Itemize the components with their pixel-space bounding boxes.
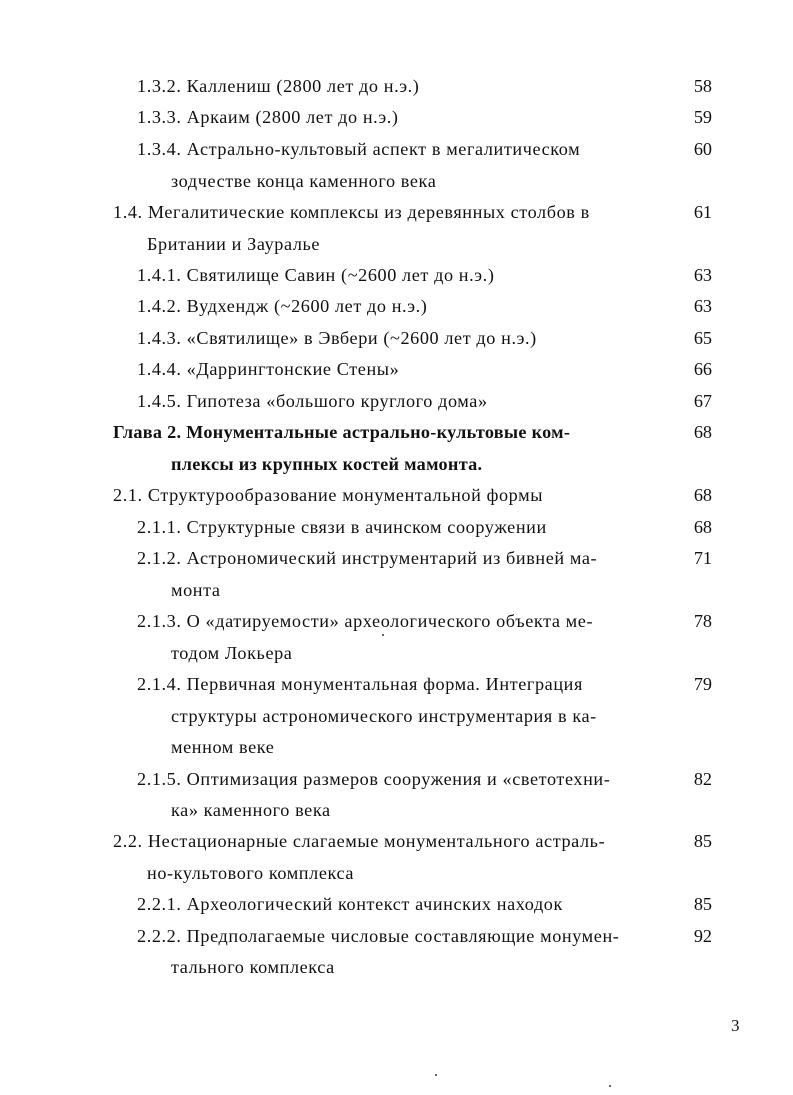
toc-chapter-title-continued: плексы из крупных костей мамонта.	[171, 454, 483, 474]
toc-entry-title: 2.1.2. Астрономический инструментарий из бивней ма-	[137, 548, 598, 568]
toc-entry-title-continued: монта	[171, 580, 221, 600]
scan-speck	[435, 1074, 437, 1076]
toc-entry-title: 1.4.2. Вудхендж (~2600 лет до н.э.)	[137, 296, 428, 316]
toc-entry-title-continued: ка» каменного века	[171, 800, 331, 820]
toc-entry-page: 68	[693, 517, 712, 537]
toc-entry-title: 1.3.2. Каллениш (2800 лет до н.э.)	[137, 76, 420, 96]
scan-speck	[609, 1085, 611, 1087]
toc-entry-title: 2.2.2. Предполагаемые числовые составляющие монумен-	[137, 926, 620, 946]
toc-entry-page: 79	[693, 674, 712, 694]
toc-entry-page: 58	[693, 76, 712, 96]
toc-entry-page: 92	[693, 926, 712, 946]
toc-entry-title: 1.4.5. Гипотеза «большого круглого дома»	[137, 391, 488, 411]
toc-entry-page: 59	[693, 107, 712, 127]
toc-entry-page: 60	[693, 139, 712, 159]
toc-entry-title: 1.3.3. Аркаим (2800 лет до н.э.)	[137, 107, 399, 127]
toc-entry-title-continued: зодчестве конца каменного века	[171, 171, 437, 191]
toc-entry-page: 67	[693, 391, 712, 411]
toc-entry-page: 66	[693, 359, 712, 379]
toc-entry-page: 65	[693, 328, 712, 348]
toc-entry-page: 68	[693, 485, 712, 505]
page-number: 3	[731, 1016, 740, 1035]
toc-entry-title: 2.1.3. О «датируемости» археологического объекта ме-	[137, 611, 594, 631]
toc-entry-title: 1.4.4. «Даррингтонские Стены»	[137, 359, 400, 379]
toc-entry-title: 2.2.1. Археологический контекст ачинских находок	[137, 894, 563, 914]
toc-entry-title: 2.1.4. Первичная монументальная форма. Интеграция	[137, 674, 583, 694]
toc-entry-title: 1.4.1. Святилище Савин (~2600 лет до н.э.)	[137, 265, 495, 285]
toc-section-title: 2.2. Нестационарные слагаемые монументального астраль-	[113, 831, 606, 851]
toc-entry-title: 1.3.4. Астрально-культовый аспект в мегалитическом	[137, 139, 581, 159]
toc-entry-page: 63	[693, 265, 712, 285]
toc-entry-page: 63	[693, 296, 712, 316]
toc-entry-title-continued: менном веке	[171, 737, 275, 757]
scan-speck	[382, 634, 384, 636]
toc-section-title-continued: но-культового комплекса	[147, 863, 355, 883]
toc-entry-page: 78	[693, 611, 712, 631]
toc-entry-page: 85	[693, 894, 712, 914]
toc-entry-title-continued: тодом Локьера	[171, 643, 293, 663]
toc-entry-title: 2.1.1. Структурные связи в ачинском сооружении	[137, 517, 547, 537]
toc-entry-title: 2.1.5. Оптимизация размеров сооружения и «светотехни-	[137, 769, 611, 789]
toc-entry-page: 71	[693, 548, 712, 568]
toc-entry-page: 85	[693, 831, 712, 851]
toc-entry-title: 1.4.3. «Святилище» в Эвбери (~2600 лет до н.э.)	[137, 328, 537, 348]
toc-section-title: 1.4. Мегалитические комплексы из деревянных столбов в	[113, 202, 590, 222]
toc-chapter-title: Глава 2. Монументальные астрально-культовые ком-	[113, 422, 571, 442]
toc-entry-page: 61	[693, 202, 712, 222]
toc-entry-title-continued: тального комплекса	[171, 957, 335, 977]
toc-section-title-continued: Британии и Зауралье	[147, 234, 321, 254]
toc-section-title: 2.1. Структурообразование монументальной формы	[113, 485, 544, 505]
toc-entry-title-continued: структуры астрономического инструментария в ка-	[171, 706, 597, 726]
toc-entry-page: 68	[693, 422, 712, 442]
toc-entry-page: 82	[693, 769, 712, 789]
